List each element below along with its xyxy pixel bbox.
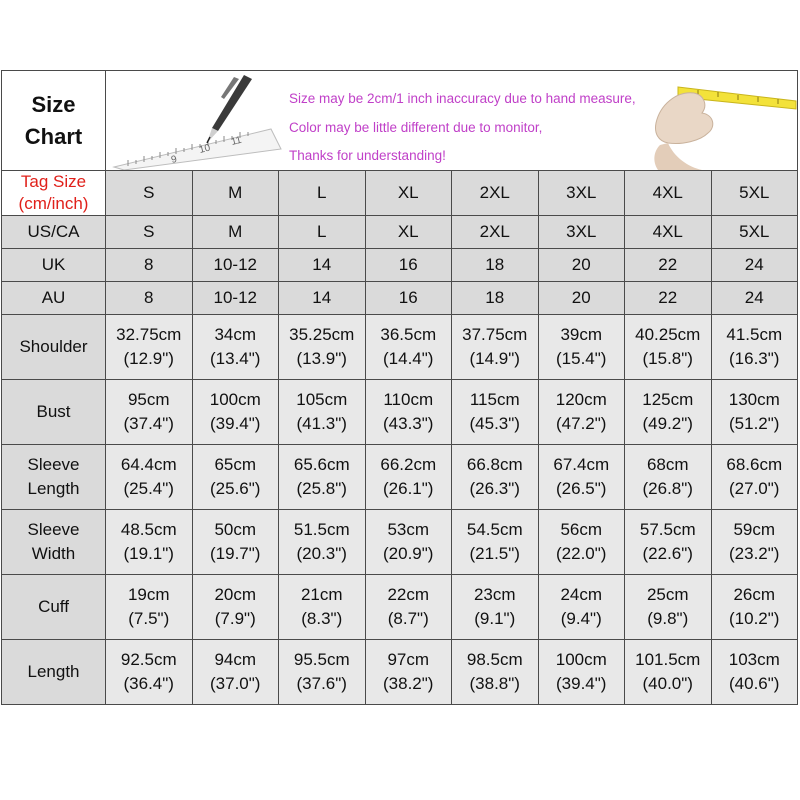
value-inch: (20.9") — [383, 544, 434, 563]
value-inch: (22.0") — [556, 544, 607, 563]
measurement-cell — [192, 315, 279, 380]
size-cell: 24 — [711, 282, 798, 315]
row-label: UK — [2, 249, 106, 282]
measurement-cell — [625, 575, 712, 640]
size-cell: 22 — [625, 249, 712, 282]
value-inch: (39.4") — [210, 414, 261, 433]
measurement-label — [2, 510, 106, 575]
measurement-cell — [711, 380, 798, 445]
value-cm: 53cm — [387, 520, 430, 539]
title-line-1: Size — [31, 91, 76, 117]
measurement-label-line: Length — [27, 662, 80, 681]
value-cm: 32.75cm — [116, 325, 182, 344]
ruler-digit-11: 11 — [230, 134, 243, 148]
value-inch: (7.5") — [128, 609, 170, 628]
value-cm: 54.5cm — [466, 520, 523, 539]
pen-icon — [207, 75, 252, 143]
size-cell: M — [192, 216, 279, 249]
value-inch: (16.3") — [729, 349, 780, 368]
size-header-l: L — [279, 171, 366, 216]
size-cell: 18 — [452, 282, 539, 315]
banner-notice — [106, 71, 798, 171]
title-line-2: Chart — [24, 123, 83, 149]
measurement-cell — [106, 445, 193, 510]
value-cm: 40.25cm — [635, 325, 701, 344]
value-inch: (27.0") — [729, 479, 780, 498]
measurement-cell — [279, 510, 366, 575]
value-cm: 59cm — [733, 520, 776, 539]
row-label: US/CA — [2, 216, 106, 249]
measurement-cell — [538, 380, 625, 445]
value-inch: (49.2") — [642, 414, 693, 433]
banner-row — [2, 71, 798, 171]
measurement-row — [2, 380, 798, 445]
measurement-cell — [279, 445, 366, 510]
value-inch: (25.4") — [123, 479, 174, 498]
size-cell: 8 — [106, 282, 193, 315]
measurement-cell — [452, 510, 539, 575]
value-cm: 101.5cm — [635, 650, 701, 669]
size-cell: 16 — [365, 249, 452, 282]
measurement-label — [2, 380, 106, 445]
value-cm: 34cm — [214, 325, 257, 344]
measurement-cell — [538, 445, 625, 510]
size-header-4xl: 4XL — [625, 171, 712, 216]
value-inch: (37.0") — [210, 674, 261, 693]
value-cm: 41.5cm — [726, 325, 783, 344]
measurement-cell — [365, 315, 452, 380]
value-inch: (22.6") — [642, 544, 693, 563]
measurement-cell — [452, 380, 539, 445]
value-cm: 130cm — [728, 390, 780, 409]
value-cm: 115cm — [469, 390, 520, 409]
measurement-cell — [625, 315, 712, 380]
size-conversion-row — [2, 249, 798, 282]
value-inch: (37.4") — [123, 414, 174, 433]
size-conversion-row — [2, 282, 798, 315]
measurement-cell — [365, 445, 452, 510]
size-cell: 5XL — [711, 216, 798, 249]
value-inch: (15.8") — [642, 349, 693, 368]
value-inch: (15.4") — [556, 349, 607, 368]
value-cm: 100cm — [209, 390, 261, 409]
measurement-cell — [711, 445, 798, 510]
measurement-cell — [711, 640, 798, 705]
value-cm: 66.2cm — [380, 455, 437, 474]
value-inch: (12.9") — [123, 349, 174, 368]
measurement-cell — [106, 315, 193, 380]
value-cm: 95cm — [127, 390, 170, 409]
measurement-cell — [625, 640, 712, 705]
measurement-label — [2, 315, 106, 380]
value-cm: 21cm — [300, 585, 343, 604]
size-cell: L — [279, 216, 366, 249]
size-cell: 14 — [279, 282, 366, 315]
measurement-cell — [106, 380, 193, 445]
size-cell: XL — [365, 216, 452, 249]
value-inch: (13.9") — [296, 349, 347, 368]
measurement-cell — [106, 510, 193, 575]
value-inch: (9.4") — [560, 609, 602, 628]
value-cm: 37.75cm — [462, 325, 528, 344]
measurement-cell — [711, 510, 798, 575]
ruler-icon — [114, 129, 281, 170]
ruler-digit-10: 10 — [198, 142, 212, 156]
size-header-2xl: 2XL — [452, 171, 539, 216]
measurement-row — [2, 510, 798, 575]
measurement-cell — [365, 575, 452, 640]
value-cm: 66.8cm — [466, 455, 523, 474]
measurement-label — [2, 445, 106, 510]
value-inch: (38.2") — [383, 674, 434, 693]
measurement-label-line: Sleeve — [27, 520, 80, 539]
value-inch: (37.6") — [296, 674, 347, 693]
value-cm: 35.25cm — [289, 325, 355, 344]
measurement-label-line: Bust — [36, 402, 71, 421]
value-inch: (47.2") — [556, 414, 607, 433]
value-cm: 20cm — [214, 585, 257, 604]
value-inch: (21.5") — [469, 544, 520, 563]
measurement-cell — [106, 640, 193, 705]
size-cell: 18 — [452, 249, 539, 282]
value-cm: 25cm — [646, 585, 689, 604]
value-cm: 97cm — [387, 650, 430, 669]
measurement-cell — [192, 380, 279, 445]
measurement-row — [2, 315, 798, 380]
value-inch: (8.3") — [301, 609, 343, 628]
measurement-cell — [711, 315, 798, 380]
measurement-row — [2, 445, 798, 510]
value-inch: (26.5") — [556, 479, 607, 498]
value-cm: 36.5cm — [380, 325, 437, 344]
size-chart-table — [1, 70, 798, 705]
value-cm: 19cm — [127, 585, 170, 604]
measurement-cell — [192, 445, 279, 510]
notice-text — [289, 85, 636, 170]
value-cm: 57.5cm — [639, 520, 696, 539]
measurement-cell — [106, 575, 193, 640]
value-cm: 50cm — [214, 520, 257, 539]
hand-tape-measure-icon — [638, 71, 798, 170]
size-cell: 24 — [711, 249, 798, 282]
size-header-5xl: 5XL — [711, 171, 798, 216]
measurement-cell — [452, 445, 539, 510]
value-cm: 94cm — [214, 650, 257, 669]
value-inch: (26.3") — [469, 479, 520, 498]
measurement-cell — [365, 640, 452, 705]
value-inch: (14.9") — [469, 349, 520, 368]
value-cm: 48.5cm — [120, 520, 177, 539]
value-inch: (26.8") — [642, 479, 693, 498]
value-inch: (25.6") — [210, 479, 261, 498]
size-cell: 3XL — [538, 216, 625, 249]
value-cm: 64.4cm — [120, 455, 177, 474]
value-cm: 120cm — [555, 390, 607, 409]
size-header-3xl: 3XL — [538, 171, 625, 216]
value-inch: (19.1") — [123, 544, 174, 563]
notice-line-3: Thanks for understanding! — [289, 148, 446, 163]
value-cm: 65.6cm — [293, 455, 350, 474]
measurement-cell — [365, 380, 452, 445]
value-cm: 95.5cm — [293, 650, 350, 669]
value-inch: (9.1") — [474, 609, 516, 628]
tag-size-label: Tag Size (cm/inch) — [2, 171, 106, 216]
row-label: AU — [2, 282, 106, 315]
measurement-cell — [279, 315, 366, 380]
size-header-xl: XL — [365, 171, 452, 216]
value-inch: (10.2") — [729, 609, 780, 628]
measurement-cell — [192, 510, 279, 575]
size-cell: 16 — [365, 282, 452, 315]
ruler-digit-9: 9 — [170, 153, 179, 166]
size-cell: 2XL — [452, 216, 539, 249]
value-cm: 26cm — [733, 585, 776, 604]
size-cell: 4XL — [625, 216, 712, 249]
value-inch: (8.7") — [387, 609, 429, 628]
measurement-cell — [625, 380, 712, 445]
measurement-cell — [452, 575, 539, 640]
pen-and-ruler-icon — [106, 71, 286, 170]
size-cell: 20 — [538, 249, 625, 282]
value-cm: 39cm — [560, 325, 603, 344]
value-cm: 22cm — [387, 585, 430, 604]
measurement-cell — [538, 315, 625, 380]
measurement-cell — [279, 575, 366, 640]
size-cell: 8 — [106, 249, 193, 282]
value-inch: (20.3") — [296, 544, 347, 563]
value-inch: (26.1") — [383, 479, 434, 498]
size-cell: 10-12 — [192, 282, 279, 315]
size-cell: 10-12 — [192, 249, 279, 282]
size-cell: S — [106, 216, 193, 249]
size-cell: 22 — [625, 282, 712, 315]
value-inch: (13.4") — [210, 349, 261, 368]
value-cm: 110cm — [383, 390, 434, 409]
value-cm: 67.4cm — [553, 455, 610, 474]
value-cm: 98.5cm — [466, 650, 523, 669]
value-inch: (7.9") — [214, 609, 256, 628]
measurement-cell — [365, 510, 452, 575]
notice-line-1: Size may be 2cm/1 inch inaccuracy due to hand measure, — [289, 91, 636, 106]
value-inch: (23.2") — [729, 544, 780, 563]
measurement-label-line: Cuff — [38, 597, 69, 616]
measurement-cell — [625, 445, 712, 510]
measurement-cell — [279, 380, 366, 445]
value-inch: (38.8") — [469, 674, 520, 693]
measurement-row — [2, 640, 798, 705]
measurement-cell — [711, 575, 798, 640]
value-cm: 68cm — [646, 455, 689, 474]
value-inch: (45.3") — [469, 414, 520, 433]
value-cm: 68.6cm — [726, 455, 783, 474]
value-cm: 103cm — [728, 650, 780, 669]
value-cm: 100cm — [555, 650, 607, 669]
size-conversion-row — [2, 216, 798, 249]
measurement-row — [2, 575, 798, 640]
measurement-cell — [538, 640, 625, 705]
measurement-cell — [625, 510, 712, 575]
size-chart — [1, 70, 798, 714]
value-inch: (40.0") — [642, 674, 693, 693]
measurement-label-line: Sleeve — [27, 455, 80, 474]
measurement-label-line: Length — [27, 479, 80, 498]
value-inch: (14.4") — [383, 349, 434, 368]
measurement-label-line: Width — [31, 544, 76, 563]
value-cm: 51.5cm — [293, 520, 350, 539]
value-inch: (36.4") — [123, 674, 174, 693]
tag-size-row — [2, 171, 798, 216]
value-inch: (51.2") — [729, 414, 780, 433]
value-cm: 24cm — [560, 585, 603, 604]
size-cell: 20 — [538, 282, 625, 315]
notice-line-2: Color may be little different due to monitor, — [289, 119, 543, 135]
value-cm: 105cm — [296, 390, 348, 409]
value-cm: 92.5cm — [120, 650, 177, 669]
size-cell: 14 — [279, 249, 366, 282]
measurement-cell — [452, 640, 539, 705]
chart-title — [2, 71, 106, 171]
value-cm: 65cm — [214, 455, 257, 474]
measurement-label — [2, 575, 106, 640]
measurement-cell — [538, 510, 625, 575]
measurement-cell — [279, 640, 366, 705]
measurement-cell — [192, 640, 279, 705]
size-header-m: M — [192, 171, 279, 216]
value-cm: 56cm — [560, 520, 603, 539]
value-inch: (9.8") — [647, 609, 689, 628]
measurement-cell — [192, 575, 279, 640]
measurement-label-line: Shoulder — [19, 337, 88, 356]
value-inch: (39.4") — [556, 674, 607, 693]
measurement-cell — [452, 315, 539, 380]
value-inch: (41.3") — [296, 414, 347, 433]
value-inch: (19.7") — [210, 544, 261, 563]
value-cm: 23cm — [473, 585, 516, 604]
measurement-cell — [538, 575, 625, 640]
value-inch: (25.8") — [296, 479, 347, 498]
value-inch: (40.6") — [729, 674, 780, 693]
value-inch: (43.3") — [383, 414, 434, 433]
size-header-s: S — [106, 171, 193, 216]
measurement-label — [2, 640, 106, 705]
value-cm: 125cm — [642, 390, 694, 409]
